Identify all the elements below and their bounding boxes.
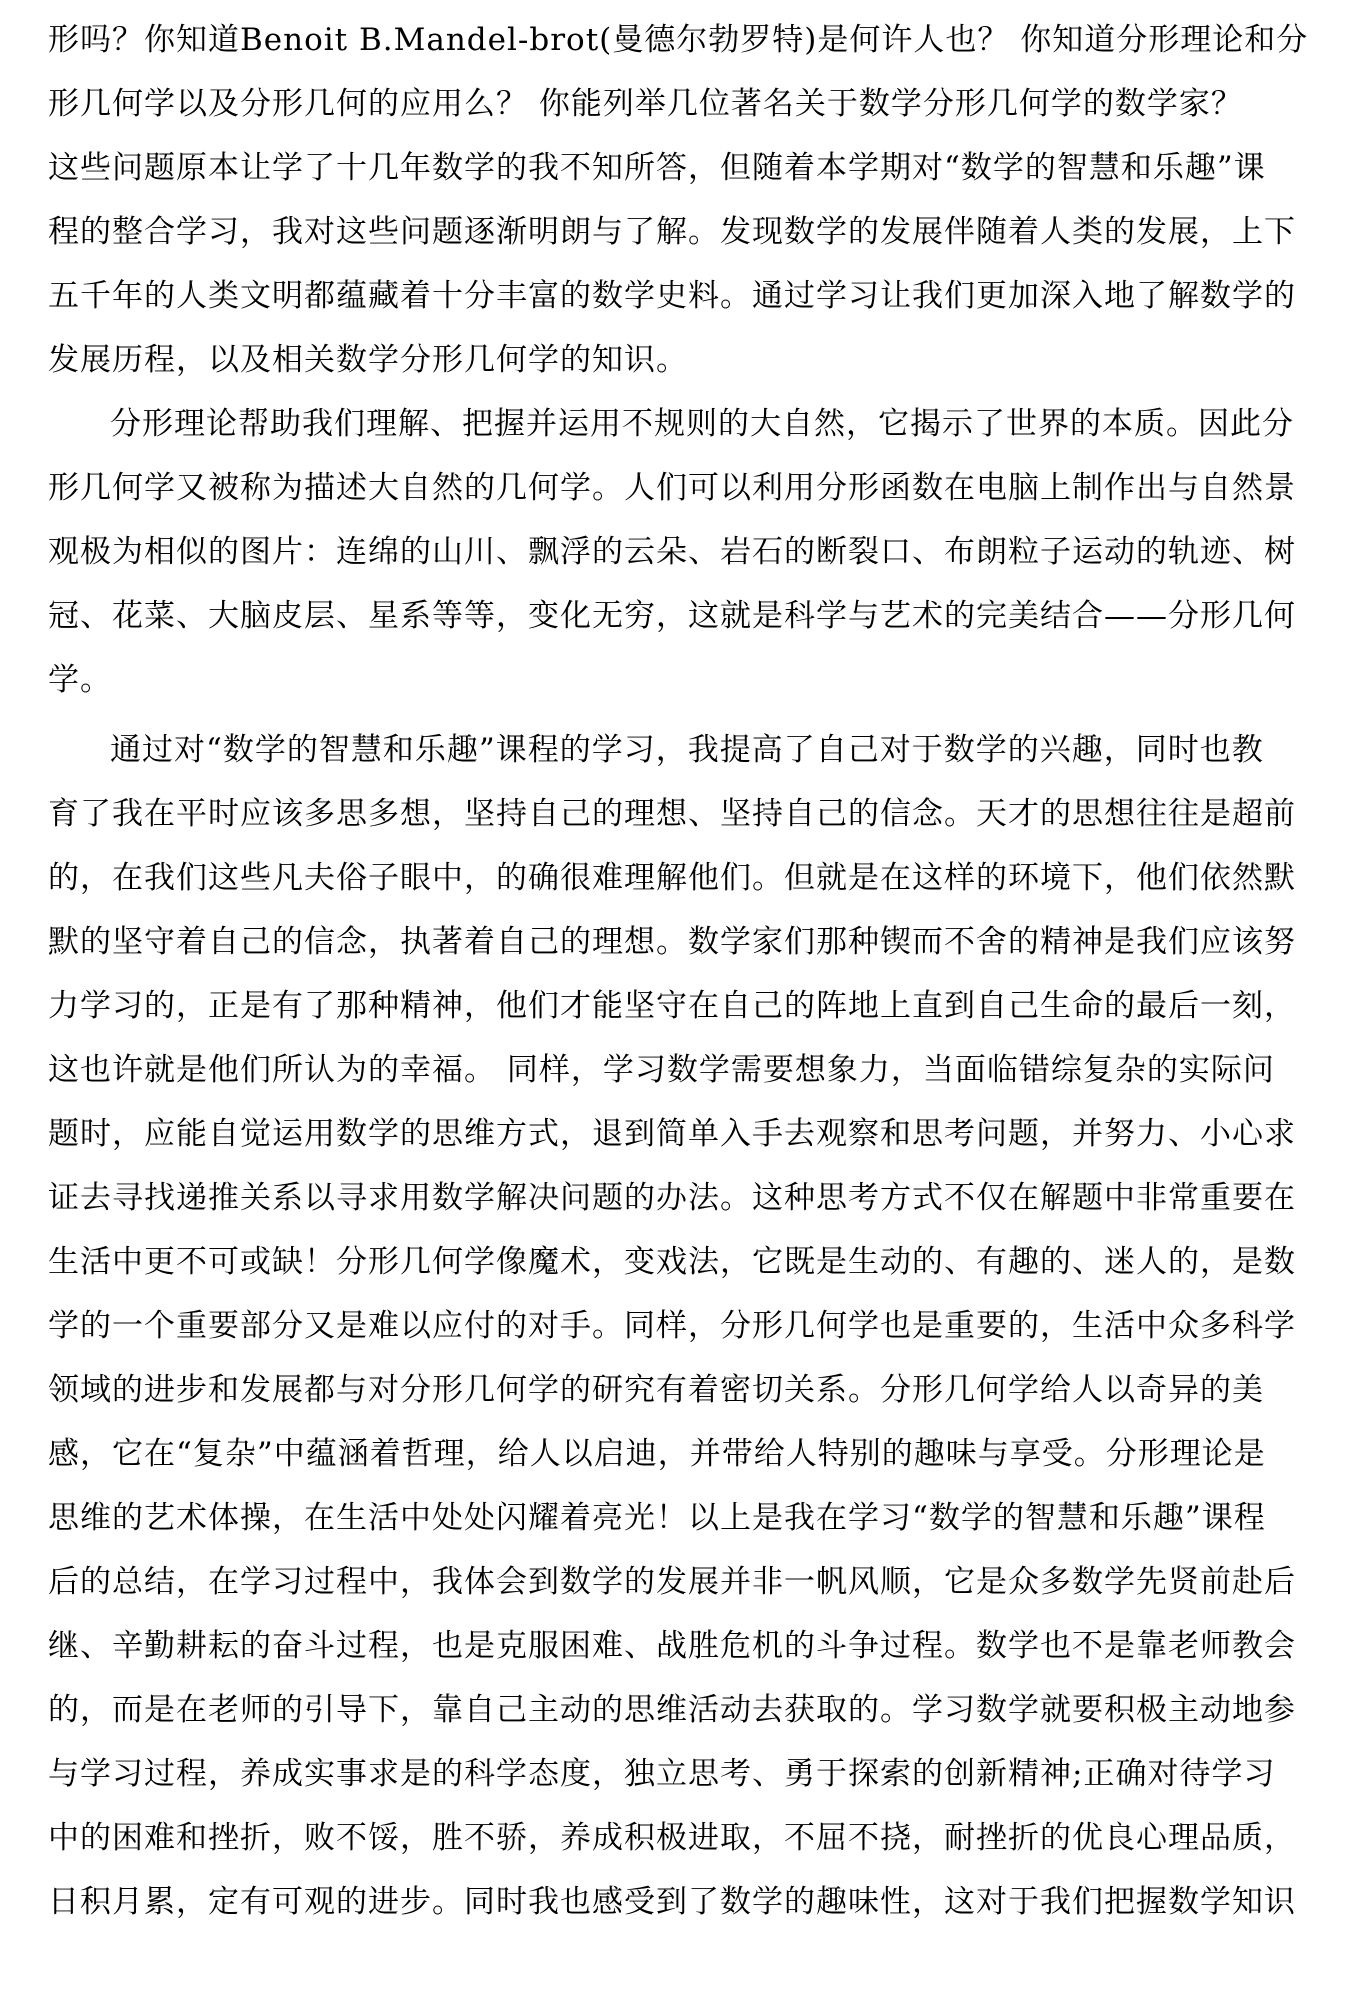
text-line: 五千年的人类文明都蕴藏着十分丰富的数学史料。通过学习让我们更加深入地了解数学的 <box>48 278 1296 314</box>
text-line: 思维的艺术体操，在生活中处处闪耀着亮光！以上是我在学习“数学的智慧和乐趣”课程 <box>48 1500 1266 1536</box>
text-line: 形吗？你知道Benoit B.Mandel-brot(曼德尔勃罗特)是何许人也？ 你知道分形理论和分 <box>48 22 1309 58</box>
text-line: 程的整合学习，我对这些问题逐渐明朗与了解。发现数学的发展伴随着人类的发展，上下 <box>48 214 1296 250</box>
text-line: 冠、花菜、大脑皮层、星系等等，变化无穷，这就是科学与艺术的完美结合——分形几何 <box>48 598 1296 634</box>
text-line: 感，它在“复杂”中蕴涵着哲理，给人以启迪，并带给人特别的趣味与享受。分形理论是 <box>48 1436 1266 1472</box>
text-line: 中的困难和挫折，败不馁，胜不骄，养成积极进取，不屈不挠，耐挫折的优良心理品质， <box>48 1820 1296 1856</box>
text-line: 观极为相似的图片：连绵的山川、飘浮的云朵、岩石的断裂口、布朗粒子运动的轨迹、树 <box>48 534 1296 570</box>
text-line: 的，而是在老师的引导下，靠自己主动的思维活动去获取的。学习数学就要积极主动地参 <box>48 1692 1296 1728</box>
text-line: 育了我在平时应该多思多想，坚持自己的理想、坚持自己的信念。天才的思想往往是超前 <box>48 796 1296 832</box>
text-line: 的，在我们这些凡夫俗子眼中，的确很难理解他们。但就是在这样的环境下，他们依然默 <box>48 860 1296 896</box>
text-line: 与学习过程，养成实事求是的科学态度，独立思考、勇于探索的创新精神;正确对待学习 <box>48 1756 1276 1792</box>
text-line: 发展历程，以及相关数学分形几何学的知识。 <box>48 342 688 378</box>
text-line: 后的总结，在学习过程中，我体会到数学的发展并非一帆风顺，它是众多数学先贤前赴后 <box>48 1564 1296 1600</box>
text-line: 证去寻找递推关系以寻求用数学解决问题的办法。这种思考方式不仅在解题中非常重要在 <box>48 1180 1296 1216</box>
text-line: 日积月累，定有可观的进步。同时我也感受到了数学的趣味性，这对于我们把握数学知识 <box>48 1884 1296 1920</box>
text-line: 通过对“数学的智慧和乐趣”课程的学习，我提高了自己对于数学的兴趣，同时也教 <box>110 732 1264 768</box>
text-line: 形几何学又被称为描述大自然的几何学。人们可以利用分形函数在电脑上制作出与自然景 <box>48 470 1296 506</box>
text-line: 题时，应能自觉运用数学的思维方式，退到简单入手去观察和思考问题，并努力、小心求 <box>48 1116 1296 1152</box>
text-line: 继、辛勤耕耘的奋斗过程，也是克服困难、战胜危机的斗争过程。数学也不是靠老师教会 <box>48 1628 1296 1664</box>
text-line: 形几何学以及分形几何的应用么？ 你能列举几位著名关于数学分形几何学的数学家？ <box>48 86 1243 122</box>
text-line: 学的一个重要部分又是难以应付的对手。同样，分形几何学也是重要的，生活中众多科学 <box>48 1308 1296 1344</box>
text-line: 学。 <box>48 662 112 698</box>
text-line: 这些问题原本让学了十几年数学的我不知所答，但随着本学期对“数学的智慧和乐趣”课 <box>48 150 1266 186</box>
text-line: 分形理论帮助我们理解、把握并运用不规则的大自然，它揭示了世界的本质。因此分 <box>110 406 1294 442</box>
text-line: 力学习的，正是有了那种精神，他们才能坚守在自己的阵地上直到自己生命的最后一刻， <box>48 988 1296 1024</box>
text-line: 领域的进步和发展都与对分形几何学的研究有着密切关系。分形几何学给人以奇异的美 <box>48 1372 1264 1408</box>
text-line: 生活中更不可或缺！分形几何学像魔术，变戏法，它既是生动的、有趣的、迷人的，是数 <box>48 1244 1296 1280</box>
text-line: 默的坚守着自己的信念，执著着自己的理想。数学家们那种锲而不舍的精神是我们应该努 <box>48 924 1296 960</box>
text-line: 这也许就是他们所认为的幸福。 同样，学习数学需要想象力，当面临错综复杂的实际问 <box>48 1052 1275 1088</box>
